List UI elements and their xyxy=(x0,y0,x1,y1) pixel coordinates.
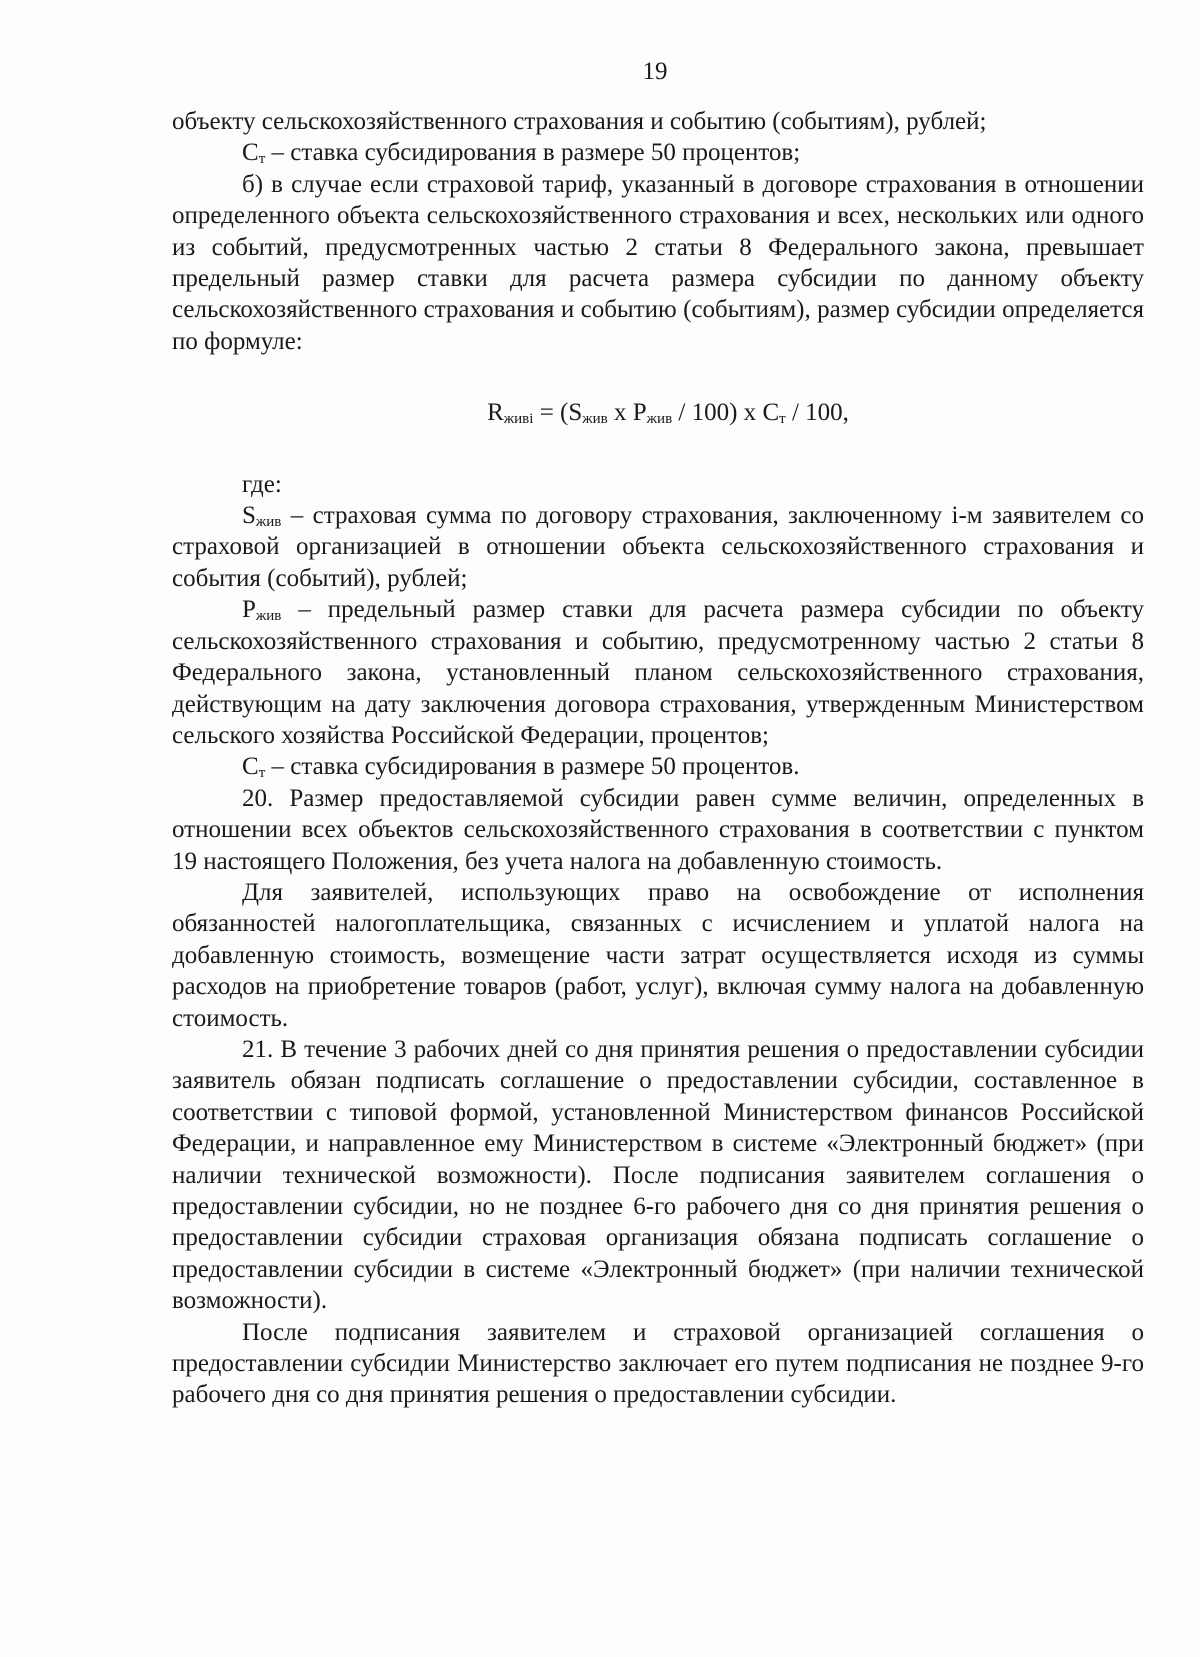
paragraph-20: 20. Размер предоставляемой субсидии равен сумме величин, определенных в отношении всех объектов сельскохозяйственного страхования в соответствии с пунктом 19 настоящего Положения, без учета налога на добавленную стоимость. xyxy=(172,784,1144,875)
paragraph-agreement-signing: После подписания заявителем и страховой организацией соглашения о предоставлении субсидии Министерство заключает его путем подписания не позднее 9-го рабочего дня со дня принятия решения о предоставлении субсидии. xyxy=(172,1318,1144,1409)
page-number: 19 xyxy=(642,58,668,85)
definition-text: – предельный размер ставки для расчета размера субсидии по объекту сельскохозяйственного страхования и событию, предусмотренному частью 2 статьи 8 Федерального закона, установленный планом сельскохозяйственного страхования, действующим на дату заключения договора страхования, утвержденным Министерством сельского хозяйства Российской Федерации, процентов; xyxy=(172,596,1144,749)
definition-rate-1 xyxy=(172,137,1144,168)
symbol: Р xyxy=(242,596,256,624)
symbol: S xyxy=(242,502,256,530)
symbol-subscript: т xyxy=(258,151,266,168)
definition-sum xyxy=(172,500,1144,594)
definition-rate-2 xyxy=(172,751,1144,782)
paragraph-21: 21. В течение 3 рабочих дней со дня принятия решения о предоставлении субсидии заявитель обязан подписать соглашение о предоставлении субсидии, составленное в соответствии с типовой формой, установленной Министерством финансов Российской Федерации, и направленное ему Министерством в системе «Электронный бюджет» (при наличии технической возможности). После подписания заявителем соглашения о предоставлении субсидии, но не позднее 6-го рабочего дня со дня принятия решения о предоставлении субсидии страховая организация обязана подписать соглашение о предоставлении субсидии в системе «Электронный бюджет» (при наличии технической возможности). xyxy=(172,1035,1144,1315)
paragraph-vat-exemption: Для заявителей, использующих право на освобождение от исполнения обязанностей налогоплательщика, связанных с исчислением и уплатой налога на добавленную стоимость, возмещение части затрат осуществляется исходя из суммы расходов на приобретение товаров (работ, услуг), включая сумму налога на добавленную стоимость. xyxy=(172,878,1144,1032)
definition-rate-limit xyxy=(172,594,1144,751)
definition-text: – страховая сумма по договору страхования, заключенному i-м заявителем со страховой организацией в отношении объекта сельскохозяйственного страхования и события (событий), рублей; xyxy=(172,502,1144,592)
document-body xyxy=(172,106,1144,1411)
paragraph-subpoint-b: б) в случае если страховой тариф, указанный в договоре страхования в отношении определенного объекта сельскохозяйственного страхования и всех, нескольких или одного из событий, предусмотренных частью 2 статьи 8 Федерального закона, превышает предельный размер ставки для расчета размера субсидии по данному объекту сельскохозяйственного страхования и событию (событиям), размер субсидии определяется по формуле: xyxy=(172,170,1144,355)
definition-text: – ставка субсидирования в размере 50 процентов. xyxy=(265,753,800,781)
symbol-subscript: жив xyxy=(255,514,282,531)
symbol-subscript: т xyxy=(258,765,266,782)
paragraph-continuation: объекту сельскохозяйственного страхования и событию (событиям), рублей; xyxy=(172,108,987,135)
formula: $R_{живі} = (S_{жив}$ x $P_{жив} / 100$) x $С_т / 100$, xyxy=(487,399,849,428)
definition-text: – ставка субсидирования в размере 50 процентов; xyxy=(265,139,801,167)
symbol: С xyxy=(242,139,259,167)
where-label: где: xyxy=(242,470,282,498)
symbol: С xyxy=(242,753,259,781)
symbol-subscript: жив xyxy=(255,608,282,625)
